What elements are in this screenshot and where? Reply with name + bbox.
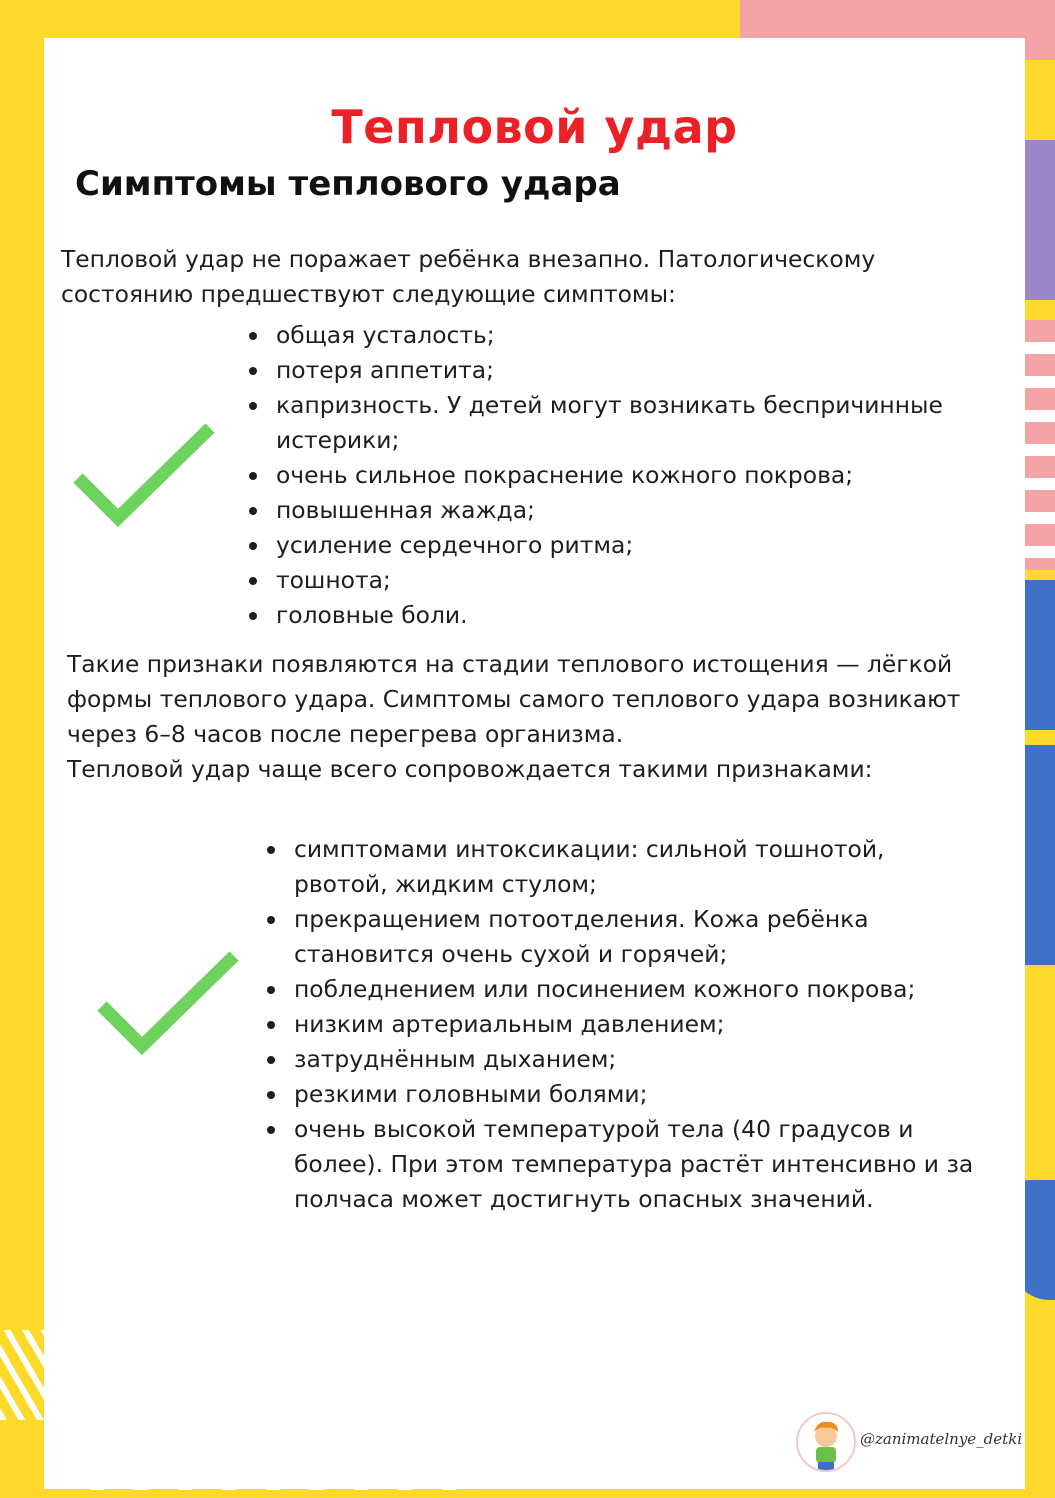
list-item: симптомами интоксикации: сильной тошнотой, рвотой, жидким стулом;: [262, 832, 973, 902]
list-item: тошнота;: [244, 563, 943, 598]
list-item: потеря аппетита;: [244, 353, 943, 388]
child-avatar-icon: [796, 1412, 856, 1472]
list-item: общая усталость;: [244, 318, 943, 353]
list-item: очень высокой температурой тела (40 градусов и более). При этом температура растёт интенсивно и за полчаса может достигнуть опасных значений.: [262, 1112, 973, 1217]
middle-paragraph: Такие признаки появляются на стадии теплового истощения — лёгкой формы теплового удара. Симптомы самого теплового удара возникают через 6–8 часов после перегрева организма. Тепловой удар чаще всего сопровождается такими признаками:: [67, 650, 961, 783]
intro-line: состоянию предшествуют следующие симптомы:: [61, 280, 676, 308]
list-item: прекращением потоотделения. Кожа ребёнка становится очень сухой и горячей;: [262, 902, 973, 972]
yellow-scribble: [0, 1330, 44, 1420]
list-item: головные боли.: [244, 598, 943, 633]
intro-paragraph: [61, 242, 875, 312]
watermark-handle: @zanimatelnye_detki: [860, 1430, 1023, 1448]
list-item: повышенная жажда;: [244, 493, 943, 528]
section-heading: Симптомы теплового удара: [75, 164, 621, 204]
check-mark-icon: [68, 418, 220, 538]
symptoms-list: [244, 318, 943, 633]
brand-watermark: [796, 1412, 1024, 1474]
heatstroke-signs-list: [262, 832, 973, 1217]
list-item: усиление сердечного ритма;: [244, 528, 943, 563]
page-title: Тепловой удар: [331, 100, 738, 154]
list-item: низким артериальным давлением;: [262, 1007, 973, 1042]
intro-line: Тепловой удар не поражает ребёнка внезапно. Патологическому: [61, 245, 876, 273]
check-mark-icon: [92, 946, 244, 1066]
list-item: капризность. У детей могут возникать беспричинные истерики;: [244, 388, 943, 458]
list-item: очень сильное покраснение кожного покрова;: [244, 458, 943, 493]
document-page: [44, 38, 1025, 1489]
list-item: затруднённым дыханием;: [262, 1042, 973, 1077]
list-item: побледнением или посинением кожного покрова;: [262, 972, 973, 1007]
list-item: резкими головными болями;: [262, 1077, 973, 1112]
